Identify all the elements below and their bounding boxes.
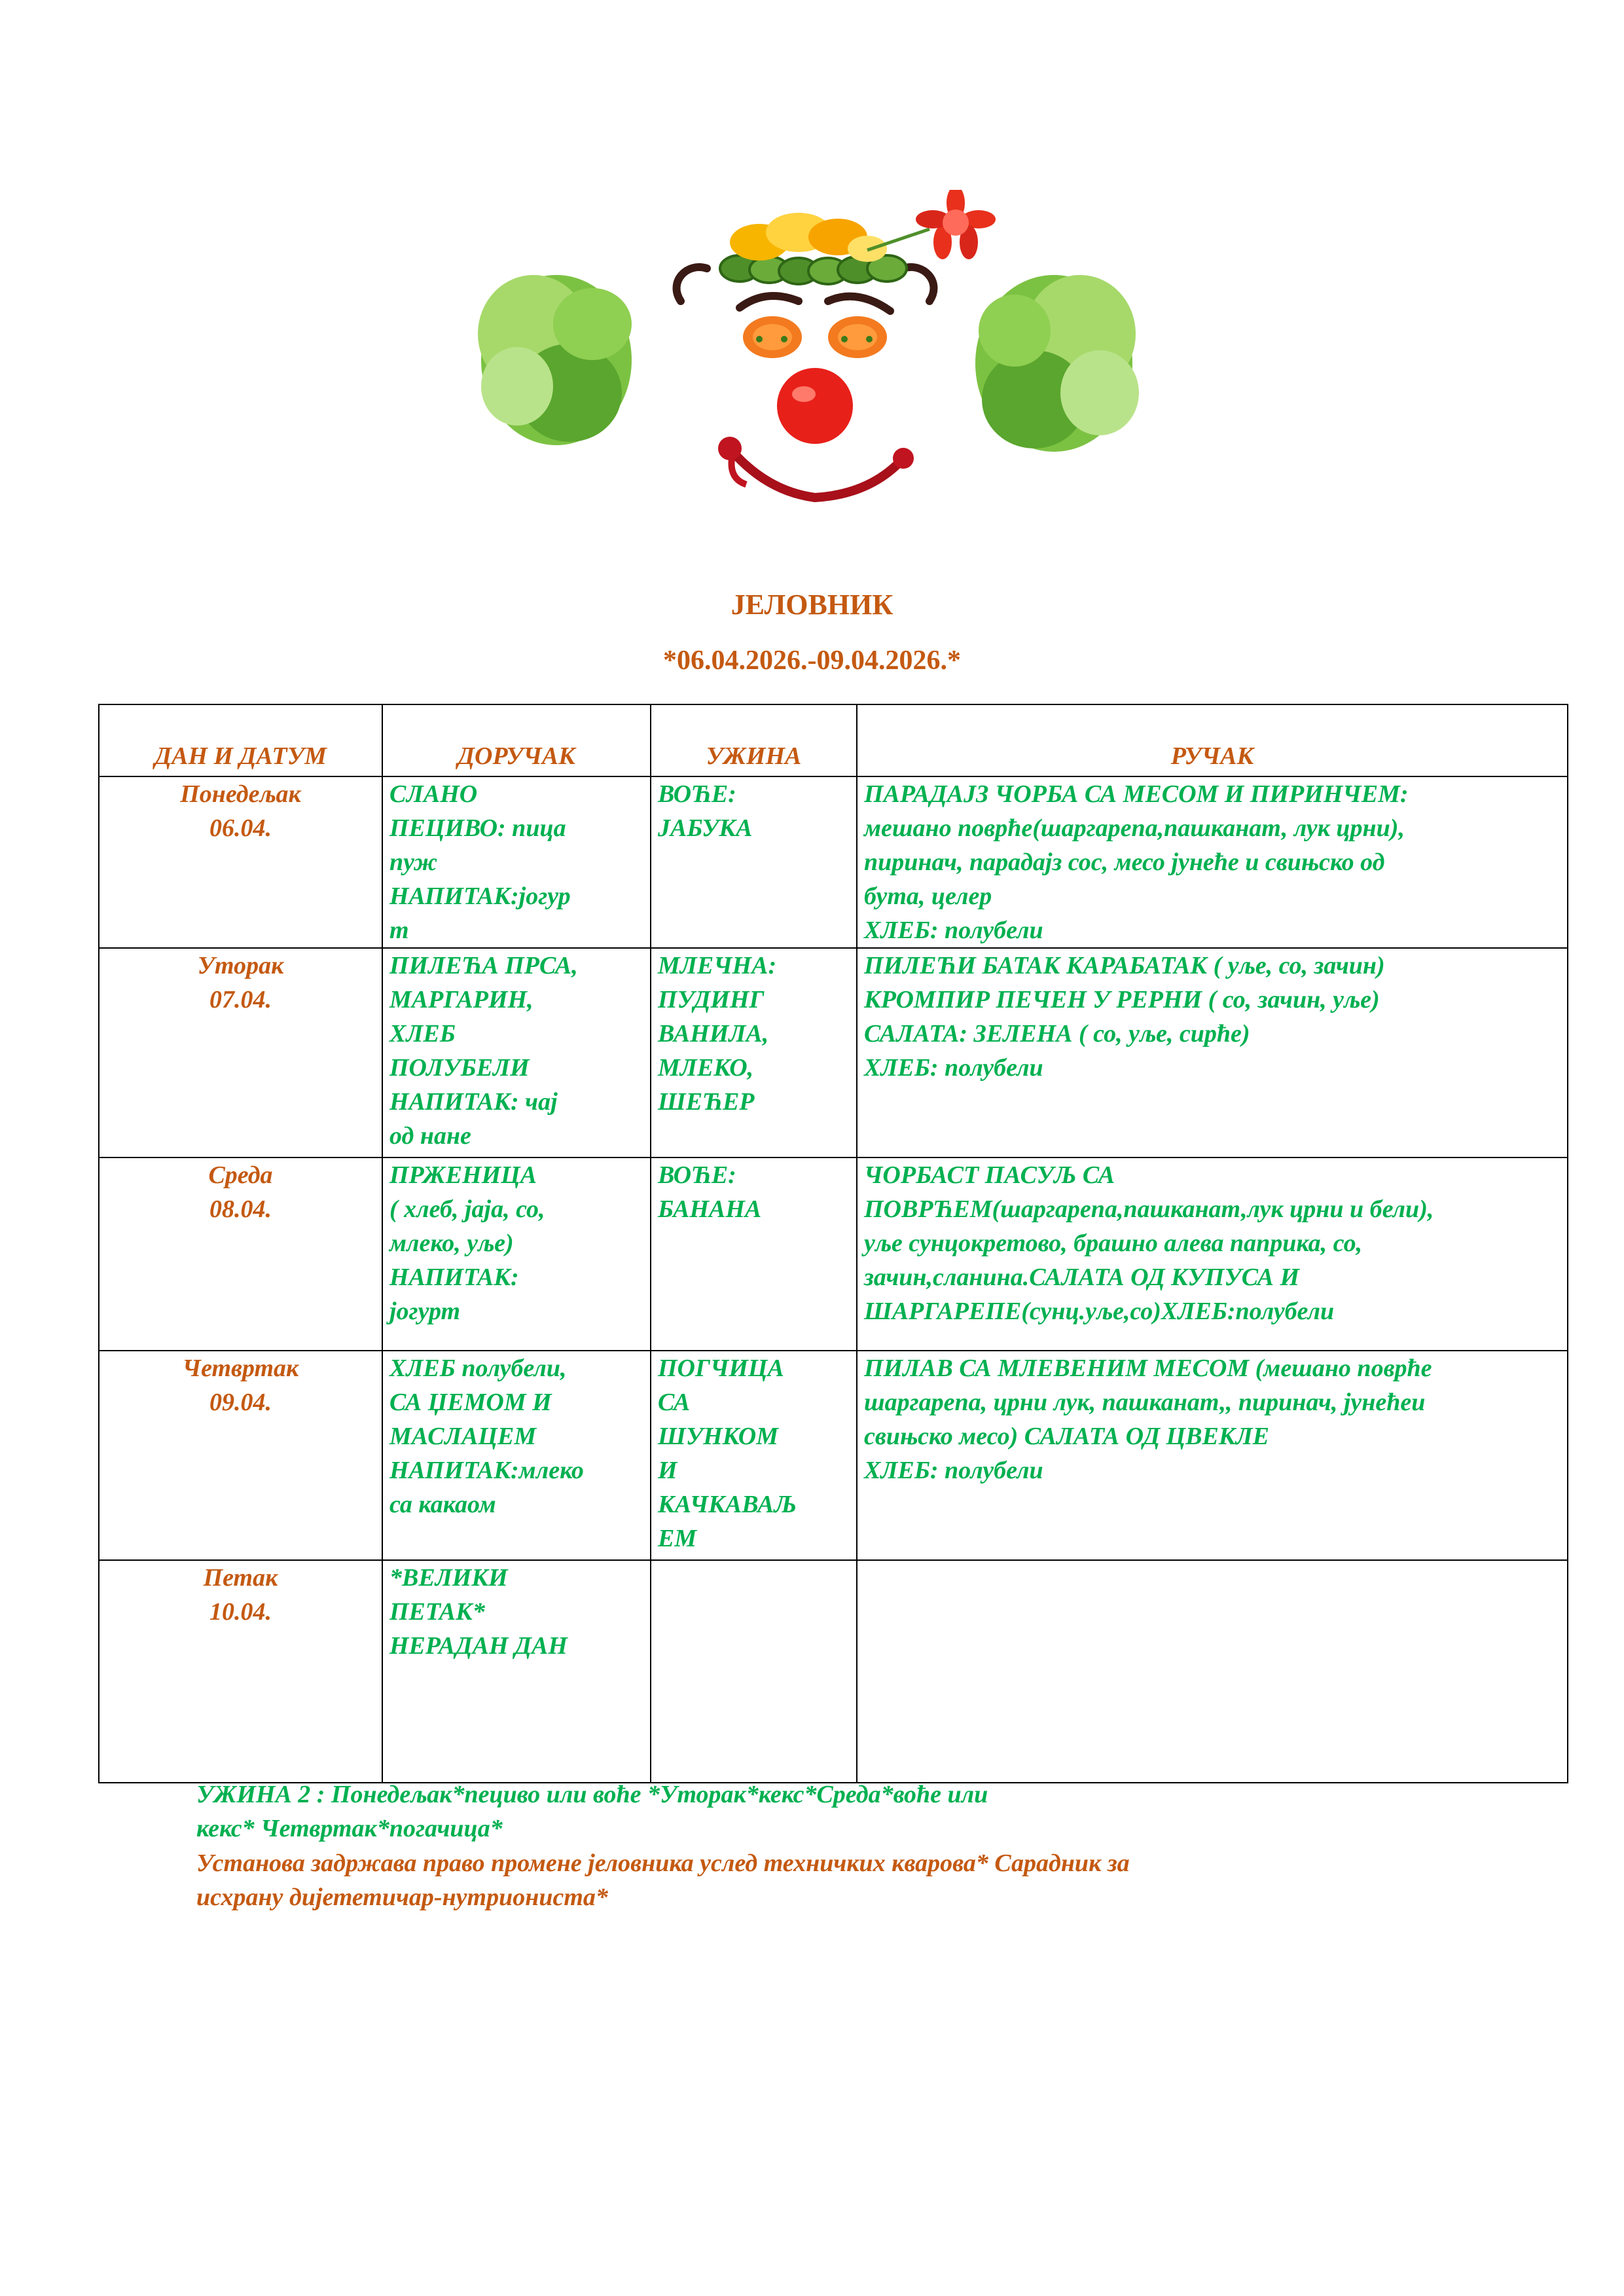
day-cell xyxy=(99,776,382,948)
lunch-line: ПИЛЕЋИ БАТАК КАРАБАТАК ( уље, со, зачин) xyxy=(864,952,1385,979)
lunch-line: ЧОРБАСТ ПАСУЉ СА xyxy=(864,1161,1115,1189)
lunch-line: свињско месо) САЛАТА ОД ЦВЕКЛЕ xyxy=(864,1423,1269,1450)
tomato-nose-icon xyxy=(777,368,853,444)
lunch-line: мешано поврће(шаргарепа,пашканат, лук црни), xyxy=(864,814,1405,842)
day-name: Понедељак xyxy=(180,780,301,808)
snack-line: КАЧКАВАЉ xyxy=(658,1491,797,1518)
breakfast-line: пуж xyxy=(389,848,438,876)
snack-line: И xyxy=(658,1457,677,1484)
lunch-line: пиринач, парадајз сос, месо јунеће и свињско од xyxy=(864,848,1385,876)
snack-line: ЕМ xyxy=(658,1525,697,1552)
lunch-line: КРОМПИР ПЕЧЕН У РЕРНИ ( со, зачин, уље) xyxy=(864,986,1380,1013)
breakfast-line: ХЛЕБ xyxy=(389,1020,456,1048)
breakfast-line: МАРГАРИН, xyxy=(389,986,533,1013)
snack-line: МЛЕКО, xyxy=(658,1054,754,1082)
breakfast-line: НАПИТАК:јогур xyxy=(389,883,571,910)
lunch-cell xyxy=(857,776,1568,948)
breakfast-line: ПЕТАК* xyxy=(389,1598,485,1626)
snack-line: СА xyxy=(658,1389,691,1416)
menu-table xyxy=(98,704,1568,1783)
breakfast-cell xyxy=(382,776,651,948)
day-date: 06.04. xyxy=(209,814,272,842)
snack-2-note xyxy=(196,1777,1440,1846)
snack-line: БАНАНА xyxy=(658,1195,762,1223)
lunch-line: ПОВРЋЕМ(шаргарепа,пашканат,лук црни и бели), xyxy=(864,1195,1434,1223)
clown-vegetable-face-image xyxy=(471,190,1152,576)
citrus-hat-icon xyxy=(730,213,887,262)
lunch-line: ПАРАДАЈЗ ЧОРБА СА МЕСОМ И ПИРИНЧЕМ: xyxy=(864,780,1409,808)
column-header-lunch: РУЧАК xyxy=(857,704,1568,776)
breakfast-line: НАПИТАК: xyxy=(389,1264,519,1291)
day-date: 07.04. xyxy=(209,986,272,1013)
lunch-cell xyxy=(857,1560,1568,1783)
breakfast-line: НАПИТАК: чај xyxy=(389,1088,558,1116)
breakfast-line: са какаом xyxy=(389,1491,496,1518)
snack-2-line: УЖИНА 2 : Понедељак*пециво или воће *Уторак*кекс*Среда*воће или xyxy=(196,1781,988,1808)
table-row xyxy=(99,776,1568,948)
table-row xyxy=(99,948,1568,1157)
breakfast-line: НАПИТАК:млеко xyxy=(389,1457,584,1484)
day-date: 09.04. xyxy=(209,1389,272,1416)
lunch-line: ШАРГАРЕПЕ(сунц.уље,со)ХЛЕБ:полубели xyxy=(864,1298,1335,1325)
breakfast-line: НЕРАДАН ДАН xyxy=(389,1632,568,1660)
notice-line: Установа задржава право промене јеловника услед техничких кварова* Сарадник за xyxy=(196,1850,1130,1877)
snack-line: ВОЋЕ: xyxy=(658,1161,736,1189)
snack-cell xyxy=(651,1157,857,1351)
snack-line: ЈАБУКА xyxy=(658,814,753,842)
table-header-row xyxy=(99,704,1568,776)
institution-notice xyxy=(196,1846,1440,1914)
lunch-line: уље сунцокретово, брашно алева паприка, со, xyxy=(864,1230,1363,1257)
snack-line: ШЕЋЕР xyxy=(658,1088,755,1116)
lettuce-right-icon xyxy=(975,275,1139,452)
breakfast-line: ПРЖЕНИЦА xyxy=(389,1161,537,1189)
snack-cell xyxy=(651,776,857,948)
snack-line: ПУДИНГ xyxy=(658,986,765,1013)
lunch-line: зачин,сланина.САЛАТА ОД КУПУСА И xyxy=(864,1264,1300,1291)
lettuce-left-icon xyxy=(478,275,632,445)
breakfast-line: јогурт xyxy=(389,1298,461,1325)
breakfast-line: ПЕЦИВО: пица xyxy=(389,814,566,842)
table-row xyxy=(99,1157,1568,1351)
lunch-line: шаргарепа, црни лук, пашканат,, пиринач, јунећеи xyxy=(864,1389,1426,1416)
breakfast-cell xyxy=(382,948,651,1157)
breakfast-line: СА ЏЕМОМ И xyxy=(389,1389,552,1416)
day-cell xyxy=(99,1351,382,1560)
breakfast-line: од нане xyxy=(389,1122,471,1150)
cucumber-slices-icon xyxy=(720,255,907,284)
snack-line: ВАНИЛА, xyxy=(658,1020,769,1048)
snack-cell xyxy=(651,1351,857,1560)
breakfast-line: МАСЛАЦЕМ xyxy=(389,1423,537,1450)
table-row xyxy=(99,1560,1568,1783)
breakfast-line: ХЛЕБ полубели, xyxy=(389,1355,567,1382)
breakfast-line: ПОЛУБЕЛИ xyxy=(389,1054,530,1082)
breakfast-line: ( хлеб, јаја, со, xyxy=(389,1195,545,1223)
breakfast-cell xyxy=(382,1351,651,1560)
day-name: Четвртак xyxy=(182,1355,299,1382)
breakfast-line: СЛАНО xyxy=(389,780,478,808)
breakfast-line: *ВЕЛИКИ xyxy=(389,1564,508,1592)
column-header-breakfast: ДОРУЧАК xyxy=(382,704,651,776)
breakfast-line: млеко, уље) xyxy=(389,1230,514,1257)
snack-cell xyxy=(651,1560,857,1783)
snack-line: ШУНКОМ xyxy=(658,1423,779,1450)
day-cell xyxy=(99,1157,382,1351)
lunch-line: ХЛЕБ: полубели xyxy=(864,1457,1043,1484)
day-date: 08.04. xyxy=(209,1195,272,1223)
menu-title: ЈЕЛОВНИК xyxy=(731,589,893,621)
lunch-line: ПИЛАВ СА МЛЕВЕНИМ МЕСОМ (мешано поврће xyxy=(864,1355,1432,1382)
lunch-line: бута, целер xyxy=(864,883,992,910)
column-header-snack: УЖИНА xyxy=(651,704,857,776)
day-cell xyxy=(99,948,382,1157)
snack-cell xyxy=(651,948,857,1157)
carrot-eyes-icon xyxy=(743,316,887,358)
lunch-line: ХЛЕБ: полубели xyxy=(864,917,1043,944)
menu-date-range: *06.04.2026.-09.04.2026.* xyxy=(663,646,961,676)
snack-2-line: кекс* Четвртак*погачица* xyxy=(196,1815,503,1842)
breakfast-line: ПИЛЕЋА ПРСА, xyxy=(389,952,578,979)
table-row xyxy=(99,1351,1568,1560)
ketchup-smile-icon xyxy=(718,437,914,498)
day-name: Уторак xyxy=(197,952,284,979)
snack-line: МЛЕЧНА: xyxy=(658,952,777,979)
snack-line: ПОГЧИЦА xyxy=(658,1355,784,1382)
lunch-line: ХЛЕБ: полубели xyxy=(864,1054,1043,1082)
day-name: Среда xyxy=(208,1161,273,1189)
day-date: 10.04. xyxy=(209,1598,272,1626)
breakfast-cell xyxy=(382,1157,651,1351)
day-cell xyxy=(99,1560,382,1783)
lunch-cell xyxy=(857,1351,1568,1560)
lunch-line: САЛАТА: ЗЕЛЕНА ( со, уље, сирће) xyxy=(864,1020,1250,1048)
day-name: Петак xyxy=(203,1564,278,1592)
column-header-day-date: ДАН И ДАТУМ xyxy=(99,704,382,776)
notice-line: исхрану дијететичар-нутриониста* xyxy=(196,1884,608,1911)
breakfast-cell xyxy=(382,1560,651,1783)
breakfast-line: т xyxy=(389,917,409,944)
lunch-cell xyxy=(857,948,1568,1157)
snack-line: ВОЋЕ: xyxy=(658,780,736,808)
lunch-cell xyxy=(857,1157,1568,1351)
